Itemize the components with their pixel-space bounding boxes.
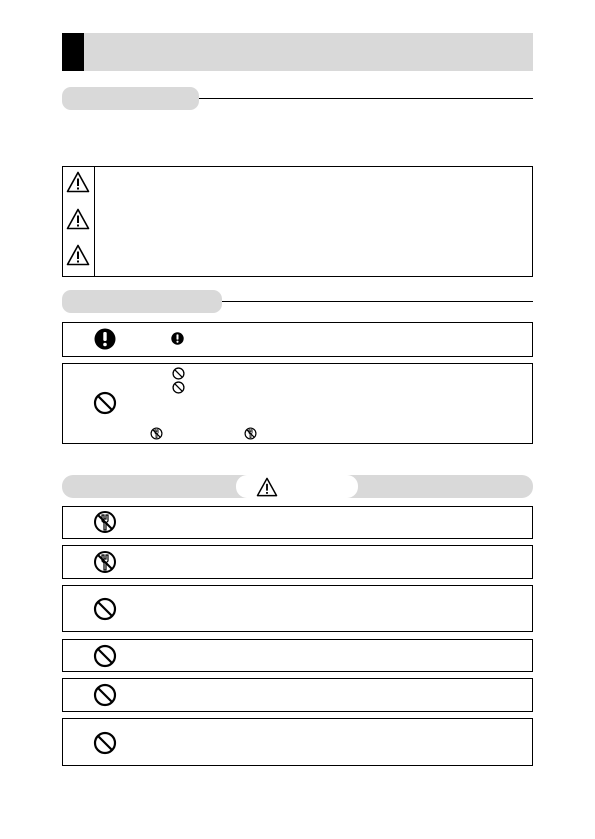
section-pictograms-tab [62,290,222,313]
warning-levels-box [62,166,533,277]
warning-row [62,585,533,632]
warning-banner-center [236,475,358,498]
warning-levels-divider [94,166,95,277]
prohibition-icon [172,367,185,380]
warning-triangle-icon [66,171,90,193]
prohibition-icon [93,731,117,755]
section-symbols-rule [199,98,533,99]
warning-row [62,545,533,579]
no-disassembly-icon [93,550,117,574]
warning-row [62,718,533,766]
mandatory-symbol-box [62,322,533,357]
warning-triangle-icon [256,477,278,497]
warning-row [62,506,533,539]
exclamation-circle-icon [94,328,116,350]
no-disassembly-icon [93,510,117,534]
no-disassembly-icon [244,427,257,440]
prohibition-icon [93,644,117,668]
warning-row [62,639,533,672]
prohibition-icon [93,683,117,707]
prohibition-icon [172,381,185,394]
section-symbols-tab [62,87,199,110]
prohibition-icon [93,597,117,621]
section-pictograms-rule [222,301,533,302]
prohibition-icon [93,391,117,415]
chapter-header [62,33,533,71]
exclamation-circle-icon [171,332,184,345]
no-disassembly-icon [150,427,163,440]
warning-triangle-icon [66,244,90,266]
prohibition-symbol-box [62,363,533,444]
chapter-header-marker [62,33,84,71]
warning-row [62,678,533,712]
warning-triangle-icon [66,208,90,230]
